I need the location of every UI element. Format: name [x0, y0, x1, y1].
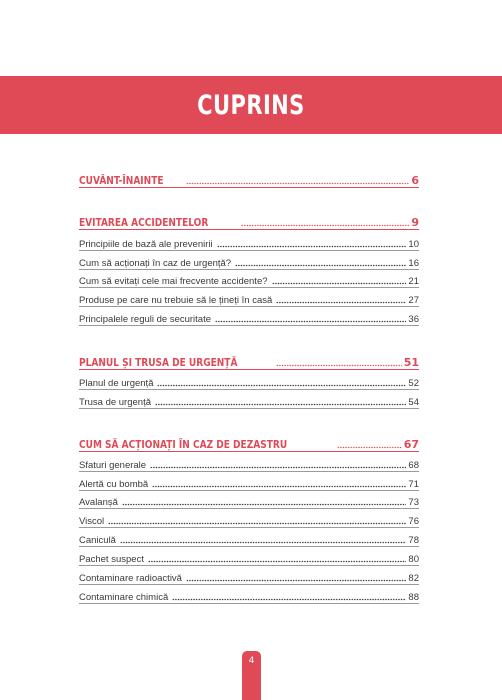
- toc-page-number: 10: [408, 239, 419, 250]
- toc-item: [79, 292, 419, 307]
- toc-page-number: 36: [408, 314, 419, 325]
- toc-item: [79, 457, 419, 472]
- title-banner: [0, 76, 502, 134]
- toc-section-title: CUVÂNT-ÎNAINTE: [79, 174, 164, 187]
- dot-leader: [186, 182, 409, 185]
- toc-item: [79, 394, 419, 409]
- toc-item-title: Produse pe care nu trebuie să le țineți în casă: [79, 295, 273, 306]
- dot-leader: [120, 541, 406, 544]
- toc-page-number: 54: [408, 397, 419, 408]
- dot-leader: [276, 301, 406, 304]
- toc-section: [79, 215, 419, 230]
- page-title: CUPRINS: [197, 89, 305, 121]
- dot-leader: [108, 522, 406, 525]
- toc-page-number: 51: [403, 356, 419, 369]
- toc-page-number: 67: [403, 438, 419, 451]
- toc-page-number: 9: [411, 216, 419, 229]
- toc-section: [79, 355, 419, 370]
- dot-leader: [122, 503, 407, 506]
- toc-item: [79, 273, 419, 288]
- toc-item: [79, 551, 419, 566]
- page-number-tab: [242, 651, 261, 700]
- dot-leader: [276, 364, 401, 367]
- toc-item: [79, 375, 419, 390]
- toc-page-number: 27: [408, 295, 419, 306]
- toc-page-number: 6: [411, 174, 419, 187]
- dot-leader: [152, 485, 406, 488]
- toc-item-title: Viscol: [79, 516, 105, 527]
- dot-leader: [215, 320, 406, 323]
- toc-item: [79, 532, 419, 547]
- toc-page-number: 73: [408, 497, 419, 508]
- toc-section-title: PLANUL ȘI TRUSA DE URGENȚĂ: [79, 356, 238, 369]
- toc-page-number: 78: [408, 535, 419, 546]
- toc-item-title: Principalele reguli de securitate: [79, 314, 212, 325]
- toc-item: [79, 311, 419, 326]
- dot-leader: [148, 560, 406, 563]
- toc-item-title: Contaminare radioactivă: [79, 573, 182, 584]
- toc-item-title: Sfaturi generale: [79, 460, 147, 471]
- toc-section-title: EVITAREA ACCIDENTELOR: [79, 216, 209, 229]
- toc-page-number: 76: [408, 516, 419, 527]
- dot-leader: [337, 446, 402, 449]
- dot-leader: [235, 264, 406, 267]
- toc-item: [79, 589, 419, 604]
- toc-page-number: 82: [408, 573, 419, 584]
- dot-leader: [150, 466, 406, 469]
- toc-page-number: 16: [408, 258, 419, 269]
- toc-section-title: CUM SĂ ACȚIONAȚI ÎN CAZ DE DEZASTRU: [79, 438, 288, 451]
- toc-page-number: 68: [408, 460, 419, 471]
- dot-leader: [186, 579, 406, 582]
- toc-item: [79, 236, 419, 251]
- dot-leader: [241, 224, 410, 227]
- toc-item: [79, 255, 419, 270]
- toc-page-number: 52: [408, 378, 419, 389]
- toc-page-number: 88: [408, 592, 419, 603]
- toc-item-title: Cum să evitați cele mai frecvente accidente?: [79, 276, 268, 287]
- dot-leader: [157, 384, 406, 387]
- toc-item-title: Planul de urgență: [79, 378, 154, 389]
- toc-item-title: Principiile de bază ale prevenirii: [79, 239, 213, 250]
- dot-leader: [172, 598, 406, 601]
- toc-item: [79, 570, 419, 585]
- toc-item-title: Trusa de urgență: [79, 397, 151, 408]
- page-number: 4: [248, 656, 255, 666]
- toc-item-title: Contaminare chimică: [79, 592, 169, 603]
- toc-page-number: 71: [408, 479, 419, 490]
- toc-item-title: Caniculă: [79, 535, 116, 546]
- toc-item-title: Cum să acționați în caz de urgență?: [79, 258, 232, 269]
- toc-section: [79, 173, 419, 188]
- toc-item-title: Avalanșă: [79, 497, 118, 508]
- toc-item: [79, 476, 419, 491]
- toc-section: [79, 437, 419, 452]
- dot-leader: [272, 282, 407, 285]
- toc-item-title: Alertă cu bombă: [79, 479, 149, 490]
- toc-item-title: Pachet suspect: [79, 554, 144, 565]
- dot-leader: [217, 245, 407, 248]
- dot-leader: [155, 403, 406, 406]
- toc-page-number: 80: [408, 554, 419, 565]
- toc-item: [79, 513, 419, 528]
- toc-item: [79, 494, 419, 509]
- toc-page-number: 21: [408, 276, 419, 287]
